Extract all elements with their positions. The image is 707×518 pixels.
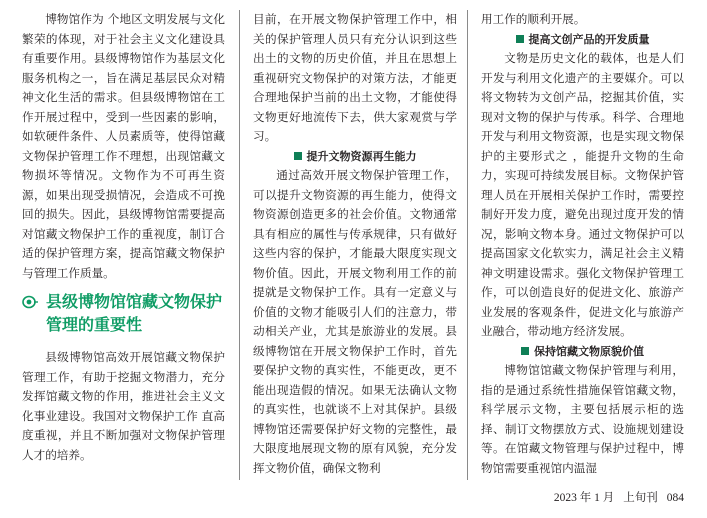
column-divider-2 bbox=[467, 10, 468, 480]
body-paragraph: 通过高效开展文物保护管理工作，可以提升文物资源的再生能力，使得文物资源创造更多的社会价值。文物通常具有相应的属性与传承规律，只有做好这些内容的保护，才能最大限度实现文物价值。因此，开展文物利用工作的前提就是文物保护工作。具有一定意义与价值的文物才能吸引人们的注意力，带动相关产业，尤其是旅游业的发展。县级博物馆在开展文物保护工作时，首先要保护文物的真实性，不能更改，更不能出现造假的情况。如果无法确认文物的真实性，也就谈不上对其保护。县级博物馆还需要保护好文物的完整性，最大限度地展现文物的原有风貌，充分发挥文物价值，确保文物利 bbox=[253, 168, 457, 475]
column-1 bbox=[22, 10, 225, 465]
column-2 bbox=[253, 10, 457, 478]
green-square-icon bbox=[294, 152, 302, 160]
page-footer bbox=[498, 490, 684, 506]
issue-date: 2023 年 1 月 bbox=[553, 492, 615, 504]
subheading-cultural-products bbox=[481, 30, 684, 50]
issue-name: 上旬刊 bbox=[623, 492, 658, 504]
intro-paragraph: 博物馆作为 个地区文明发展与文化繁荣的体现，对于社会主义文化建设具有重要作用。县级博物馆作为基层文化服务机构之一，旨在满足基层民众对精神文化生活的需求。但县级博物馆在工作开展过程中，受到一些因素的影响，如软硬件条件、人员素质等，使得馆藏文物保护管理工作不理想，出现馆藏文物损坏等情况。文物作为不可再生资源，如果出现受损情况，会造成不可挽回的损失。因此，县级博物馆需要提高对馆藏文物保护工作的重视度，制订合适的保护管理方案，提高馆藏文物保护与管理工作质量。 bbox=[22, 12, 225, 280]
section-heading bbox=[22, 290, 225, 336]
body-paragraph: 文物是历史文化的载体，也是人们开发与利用文化遗产的主要媒介。可以将文物转为文创产品，挖掘其价值，实现对文物的保护与传承。科学、合理地开发与利用文物资源，也是实现文物保护的主要形式之 ，能提升文物的生命力，实现可持续发展目标。文物保护管理人员在开展相关保护工作时，需要控制好开发力度，避免出现过度开发的情况，影响文物本身。通过文物保护可以提高国家文化软实力，满足社会主义精神文明建设需求。强化文物保护管理工作，可以创造良好的促进文化、旅游产业发展的客观条件，促进文化与旅游产业融合，带动地方经济发展。 bbox=[481, 51, 684, 338]
body-paragraph: 博物馆馆藏文物保护管理与利用，指的是通过系统性措施保管馆藏文物，科学展示文物，主要包括展示柜的选择、制订文物摆放方式、设施规划建设等。在馆藏文物管理与保护过程中，博物馆需要重视馆内温湿 bbox=[481, 363, 684, 475]
target-circle-icon bbox=[22, 295, 38, 309]
subheading-label: 保持馆藏文物原貌价值 bbox=[534, 344, 644, 358]
continued-paragraph: 用工作的顺利开展。 bbox=[481, 12, 586, 26]
page-number: 084 bbox=[666, 492, 684, 504]
subheading-resource-regeneration bbox=[253, 147, 457, 167]
subheading-label: 提升文物资源再生能力 bbox=[306, 149, 417, 163]
green-square-icon bbox=[521, 347, 529, 355]
green-square-icon bbox=[516, 35, 524, 43]
subheading-label: 提高文创产品的开发质量 bbox=[528, 32, 650, 46]
section-title: 县级博物馆馆藏文物保护管理的重要性 bbox=[46, 292, 223, 334]
subheading-original-value bbox=[481, 342, 684, 362]
body-paragraph: 县级博物馆高效开展馆藏文物保护管理工作，有助于挖掘文物潜力，充分发挥馆藏文物的作用，推进社会主义文化事业建设。我国对文物保护工作 直高度重视，并且不断加强对文物保护管理人才的培养。 bbox=[22, 350, 225, 462]
column-divider-1 bbox=[239, 10, 240, 480]
column-3 bbox=[481, 10, 684, 478]
continued-paragraph: 目前，在开展文物保护管理工作中，相关的保护管理人员只有充分认识到这些出土的文物的历史价值，并且在思想上重视研究文物保护的对策方法，才能更合理地保护当前的出土文物，才能使得文物更好地流传下去，供大家观赏与学习。 bbox=[253, 12, 457, 143]
